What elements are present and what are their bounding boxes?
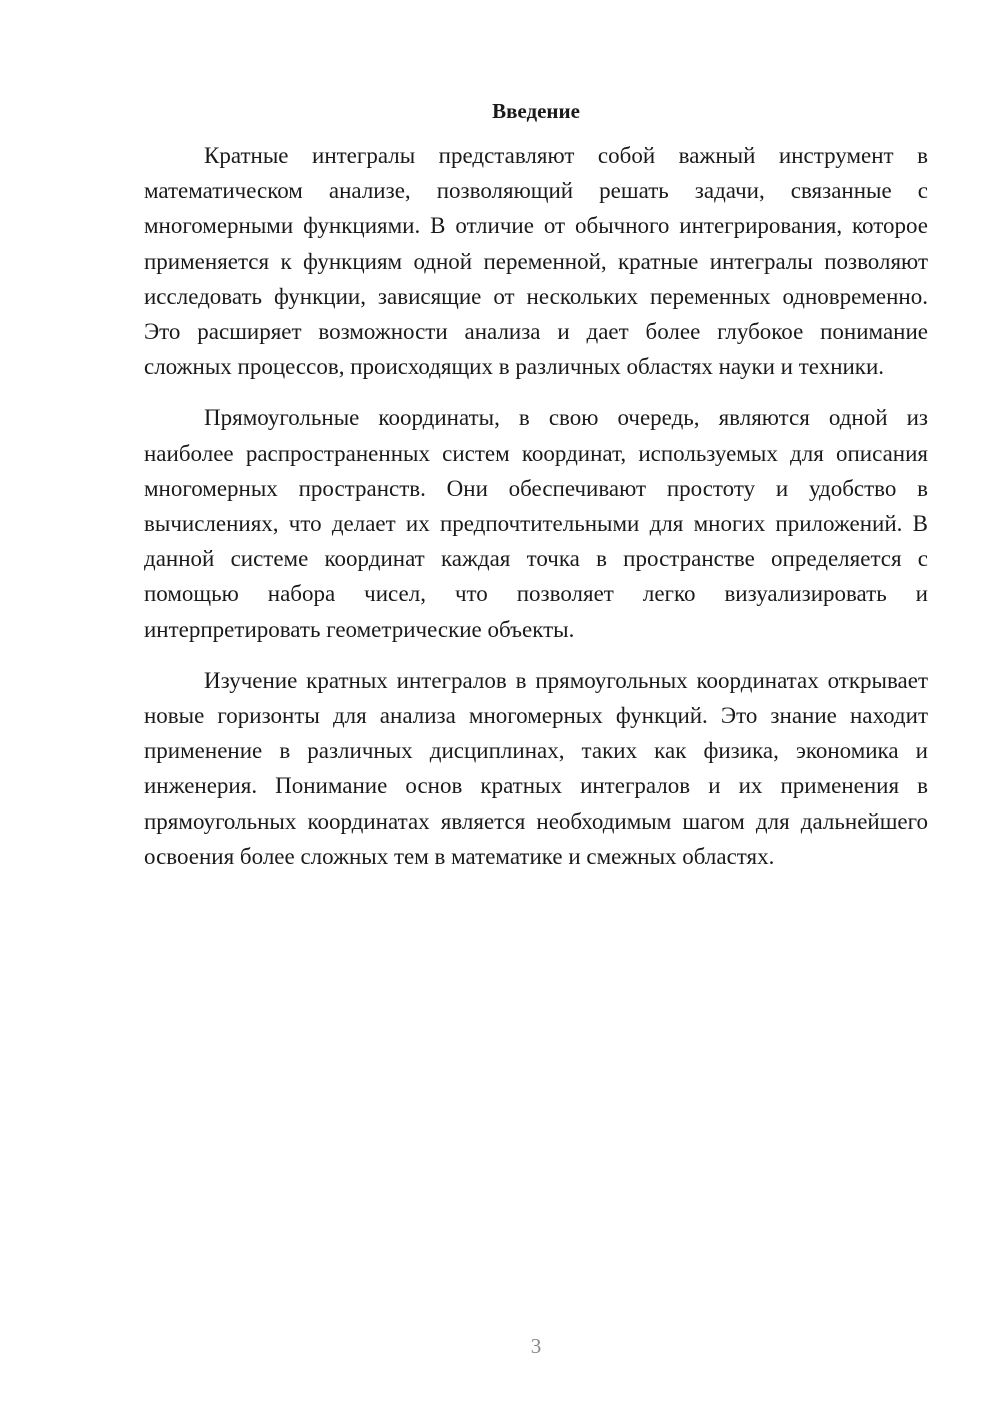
section-title: Введение [492,99,580,123]
paragraph-intro-multiple-integrals: Кратные интегралы представляют собой важный инструмент в математическом анализе, позволяющий решать задачи, связанные с многомерными функциями. В отличие от обычного интегрирования, которое применяется к функциям одной переменной, кратные интегралы позволяют исследовать функции, зависящие от нескольких переменных одновременно. Это расширяет возможности анализа и дает более глубокое понимание сложных процессов, происходящих в различных областях науки и техники. [144,143,928,380]
paragraph-study-significance: Изучение кратных интегралов в прямоугольных координатах открывает новые горизонты для анализа многомерных функций. Это знание находит применение в различных дисциплинах, таких как физика, экономика и инженерия. Понимание основ кратных интегралов и их применения в прямоугольных координатах является необходимым шагом для дальнейшего освоения более сложных тем в математике и смежных областях. [144,667,928,869]
paragraph-rectangular-coordinates: Прямоугольные координаты, в свою очередь, являются одной из наиболее распространенных систем координат, используемых для описания многомерных пространств. Они обеспечивают простоту и удобство в вычислениях, что делает их предпочтительными для многих приложений. В данной системе координат каждая точка в пространстве определяется с помощью набора чисел, что позволяет легко визуализировать и интерпретировать геометрические объекты. [144,405,928,642]
page-number: 3 [530,1334,542,1358]
page-content [144,96,928,874]
